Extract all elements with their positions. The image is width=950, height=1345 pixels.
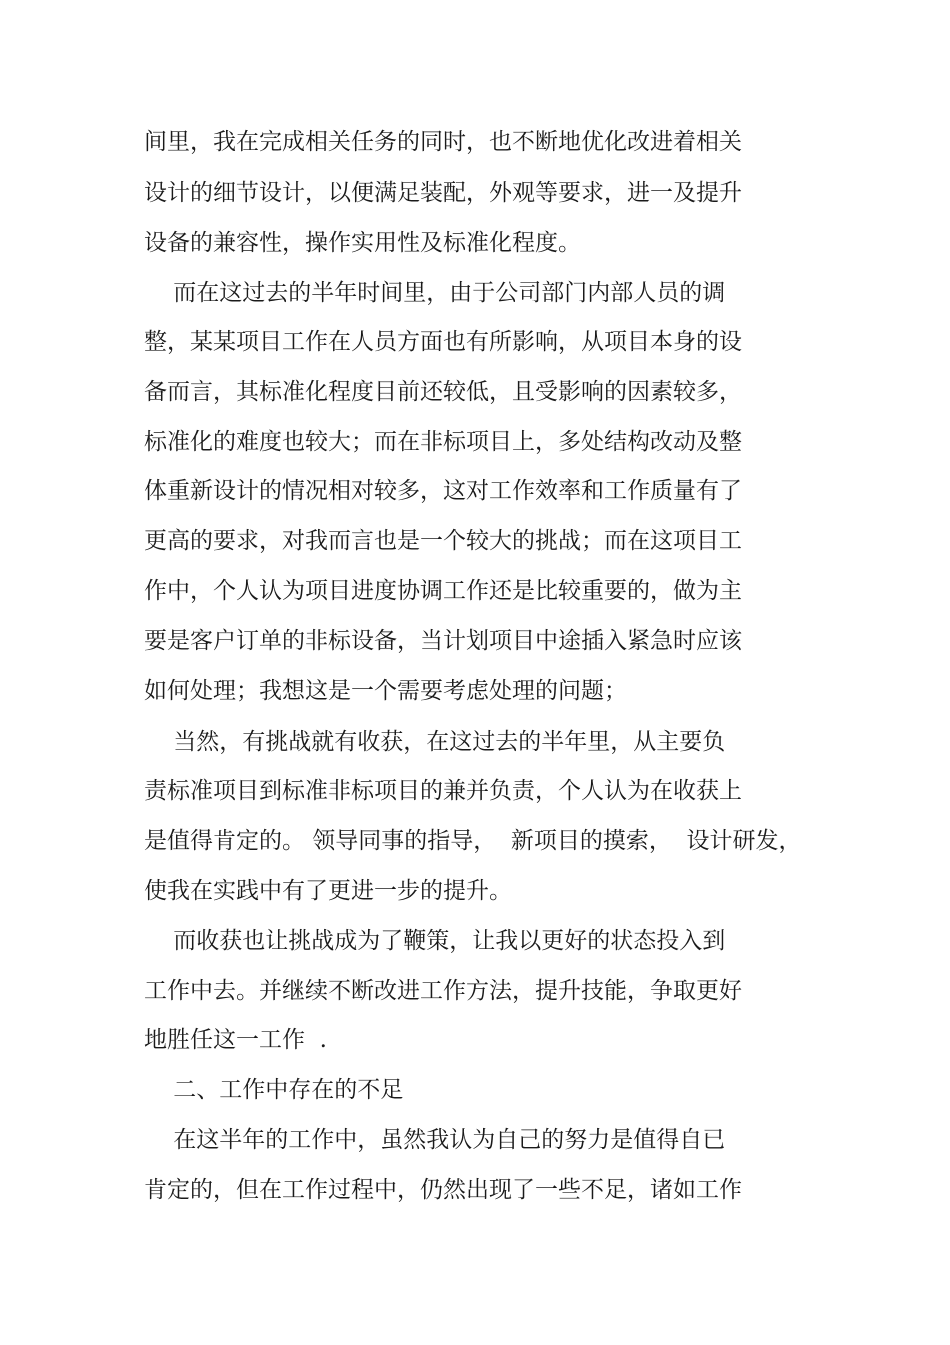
text-line: 备而言，其标准化程度目前还较低，且受影响的因素较多， [144,379,742,405]
text-line: 整，某某项目工作在人员方面也有所影响，从项目本身的设 [144,329,742,355]
text-line: 责标准项目到标准非标项目的兼并负责，个人认为在收获上 [144,778,742,804]
text-line: 体重新设计的情况相对较多，这对工作效率和工作质量有了 [144,478,742,504]
text-line: 设备的兼容性，操作实用性及标准化程度。 [144,230,581,256]
text-line: 而在这过去的半年时间里，由于公司部门内部人员的调 [144,280,726,306]
text-line: 工作中去。并继续不断改进工作方法，提升技能，争取更好 [144,978,742,1004]
section-heading: 二、工作中存在的不足 [144,1077,404,1103]
text-line: 作中，个人认为项目进度协调工作还是比较重要的，做为主 [144,578,742,604]
text-line: 标准化的难度也较大；而在非标项目上，多处结构改动及整 [144,429,742,455]
text-line: 设计的细节设计，以便满足装配，外观等要求，进一及提升 [144,180,742,206]
text-line: 肯定的，但在工作过程中，仍然出现了一些不足，诸如工作 [144,1177,742,1203]
text-line: 在这半年的工作中，虽然我认为自己的努力是值得自已 [144,1127,726,1153]
text-line: 地胜任这一工作 . [144,1027,327,1053]
text-line: 是值得肯定的。 领导同事的指导， 新项目的摸索， 设计研发， [144,828,802,854]
text-line: 如何处理；我想这是一个需要考虑处理的问题； [144,678,627,704]
text-line: 而收获也让挑战成为了鞭策，让我以更好的状态投入到 [144,928,726,954]
text-line: 更高的要求，对我而言也是一个较大的挑战；而在这项目工 [144,528,742,554]
text-line: 当然，有挑战就有收获，在这过去的半年里，从主要负 [144,729,726,755]
text-line: 要是客户订单的非标设备，当计划项目中途插入紧急时应该 [144,628,742,654]
text-line: 使我在实践中有了更进一步的提升。 [144,878,512,904]
text-line: 间里，我在完成相关任务的同时，也不断地优化改进着相关 [144,129,742,155]
